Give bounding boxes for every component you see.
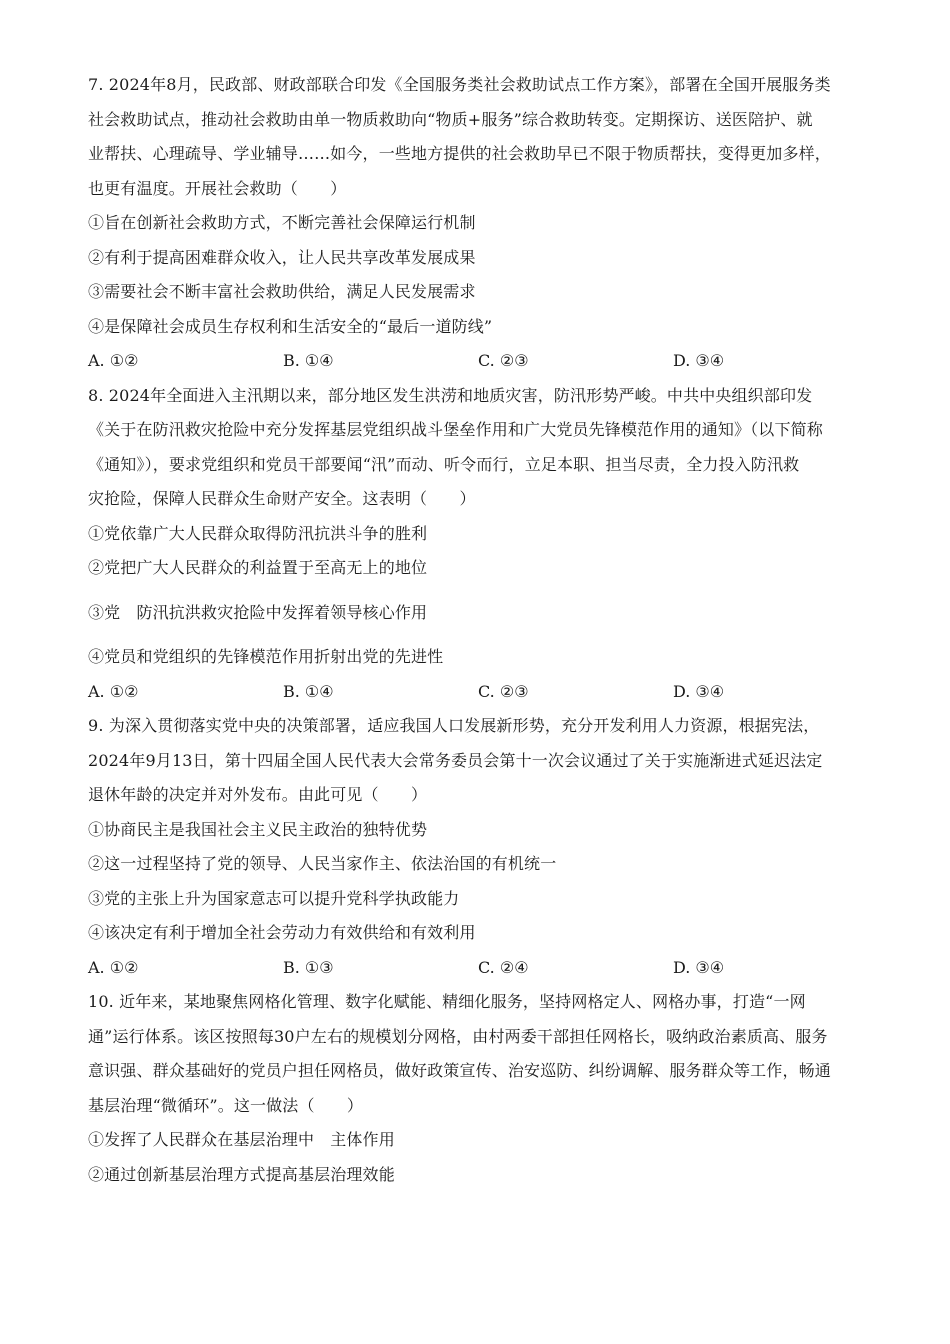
exam-page	[88, 68, 870, 1192]
question-8-stem-line-4: 灾抢险，保障人民群众生命财产安全。这表明（ ）	[88, 489, 476, 508]
question-8-options	[88, 675, 870, 710]
question-8-option-d[interactable]: D. ③④	[673, 681, 725, 701]
question-7-statement-3: ③需要社会不断丰富社会救助供给，满足人民发展需求	[88, 282, 476, 301]
question-8-statement-3: ③党 防汛抗洪救灾抢险中发挥着领导核心作用	[88, 602, 428, 622]
question-7-option-c[interactable]: C. ②③	[478, 351, 529, 370]
question-9-statement-4: ④该决定有利于增加全社会劳动力有效供给和有效利用	[88, 923, 476, 942]
question-9-statement-3: ③党的主张上升为国家意志可以提升党科学执政能力	[88, 888, 460, 908]
question-9-option-c[interactable]: C. ②④	[478, 957, 529, 977]
question-7-stem-line-2: 社会救助试点，推动社会救助由单一物质救助向“物质+服务”综合救助转变。定期探访、送医陪护、就	[88, 109, 813, 129]
question-7-options	[88, 344, 870, 379]
question-8-stem-line-1: 8. 2024年全面进入主汛期以来，部分地区发生洪涝和地质灾害，防汛形势严峻。中共中央组织部印发	[88, 385, 813, 405]
question-9-option-d[interactable]: D. ③④	[673, 957, 725, 977]
question-8	[88, 379, 870, 710]
question-10-stem-line-3: 意识强、群众基础好的党员户担任网格员，做好政策宣传、治安巡防、纠纷调解、服务群众等工作，畅通	[88, 1061, 831, 1080]
question-7-stem-line-3: 业帮扶、心理疏导、学业辅导……如今，一些地方提供的社会救助早已不限于物质帮扶，变得更加多样，	[88, 144, 831, 163]
question-7-stem-line-1: 7. 2024年8月，民政部、财政部联合印发《全国服务类社会救助试点工作方案》，部署在全国开展服务类	[88, 75, 831, 94]
question-7-stem-line-4: 也更有温度。开展社会救助（ ）	[88, 178, 347, 198]
question-9-stem-line-3: 退休年龄的决定并对外发布。由此可见（ ）	[88, 785, 428, 804]
question-7-option-d[interactable]: D. ③④	[673, 351, 725, 370]
question-9-statement-1: ①协商民主是我国社会主义民主政治的独特优势	[88, 819, 428, 839]
question-10-statement-1: ①发挥了人民群众在基层治理中 主体作用	[88, 1130, 395, 1149]
question-8-statement-1: ①党依靠广大人民群众取得防汛抗洪斗争的胜利	[88, 523, 428, 543]
question-7-statement-4: ④是保障社会成员生存权利和生活安全的“最后一道防线”	[88, 316, 493, 336]
question-8-stem-line-3: 《通知》），要求党组织和党员干部要闻“汛”而动、听令而行，立足本职、担当尽责，全力投入防汛救	[88, 454, 800, 474]
question-7-statement-2: ②有利于提高困难群众收入，让人民共享改革发展成果	[88, 247, 476, 267]
question-7-option-a[interactable]: A. ①②	[88, 351, 139, 370]
question-9-stem-line-2: 2024年9月13日，第十四届全国人民代表大会常务委员会第十一次会议通过了关于实施渐进式延迟法定	[88, 750, 823, 770]
question-9-option-b[interactable]: B. ①③	[283, 957, 334, 977]
question-9-options	[88, 951, 870, 986]
question-10-stem-line-2: 通”运行体系。该区按照每30户左右的规模划分网格，由村两委干部担任网格长，吸纳政治素质高、服务	[88, 1026, 828, 1046]
question-8-option-a[interactable]: A. ①②	[88, 681, 139, 701]
question-8-stem-line-2: 《关于在防汛救灾抢险中充分发挥基层党组织战斗堡垒作用和广大党员先锋模范作用的通知》（以下简称	[88, 420, 823, 439]
question-9	[88, 709, 870, 985]
question-10-stem-line-4: 基层治理“微循环”。这一做法（ ）	[88, 1095, 364, 1115]
question-9-option-a[interactable]: A. ①②	[88, 957, 139, 977]
question-8-option-b[interactable]: B. ①④	[283, 681, 334, 701]
question-9-statement-2: ②这一过程坚持了党的领导、人民当家作主、依法治国的有机统一	[88, 854, 557, 873]
question-10	[88, 985, 870, 1192]
question-7-statement-1: ①旨在创新社会救助方式，不断完善社会保障运行机制	[88, 213, 476, 232]
question-8-statement-4: ④党员和党组织的先锋模范作用折射出党的先进性	[88, 647, 444, 666]
question-7-option-b[interactable]: B. ①④	[283, 351, 334, 370]
question-8-statement-2: ②党把广大人民群众的利益置于至高无上的地位	[88, 558, 428, 577]
question-9-stem-line-1: 9. 为深入贯彻落实党中央的决策部署，适应我国人口发展新形势，充分开发利用人力资源，根据宪法，	[88, 716, 820, 735]
question-10-stem-line-1: 10. 近年来，某地聚焦网格化管理、数字化赋能、精细化服务，坚持网格定人、网格办事，打造“一网	[88, 992, 806, 1011]
question-10-statement-2: ②通过创新基层治理方式提高基层治理效能	[88, 1164, 395, 1184]
question-8-option-c[interactable]: C. ②③	[478, 681, 529, 701]
question-7	[88, 68, 870, 379]
